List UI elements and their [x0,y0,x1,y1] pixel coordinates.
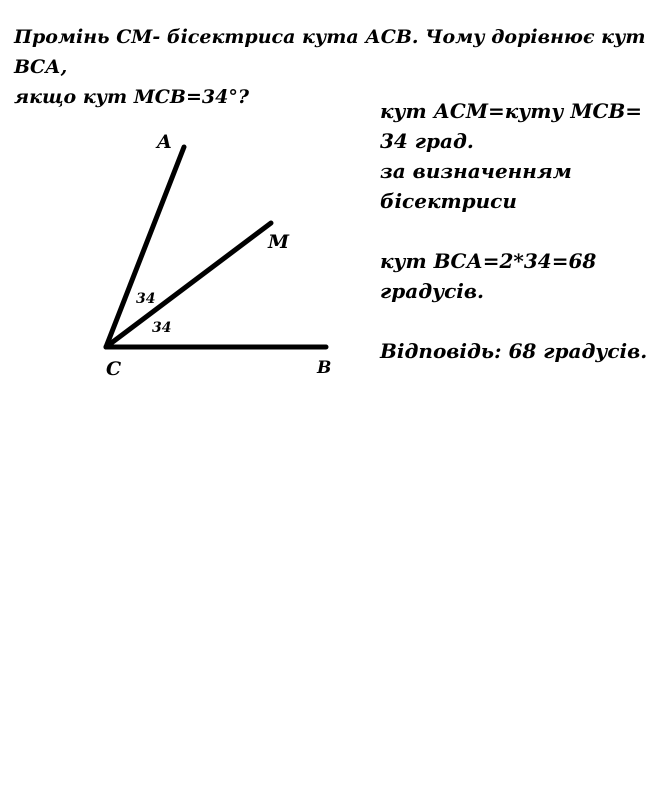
solution-line: 34 град. [380,129,474,153]
point-c-label: C [106,358,122,380]
solution-line: кут АСМ=куту МСВ= [380,99,643,123]
solution-line: кут ВСА=2*34=68 [380,249,597,273]
problem-line-1: Промінь СМ- бісектриса кута АСВ. Чому дорівнює кут ВСА, [14,26,646,78]
problem-line-2: якщо кут МСВ=34°? [14,86,249,108]
point-m-label: M [268,231,290,253]
point-a-label: A [157,131,172,153]
solution-text [380,96,670,366]
point-b-label: B [317,358,332,378]
solution-line: градусів. [380,279,484,303]
answer-line: Відповідь: 68 градусів. [380,339,648,363]
solution-line: за визначенням [380,159,572,183]
angle-acm-value: 34 [136,291,156,307]
angle-mcb-value: 34 [152,320,172,336]
solution-line: бісектриси [380,189,517,213]
